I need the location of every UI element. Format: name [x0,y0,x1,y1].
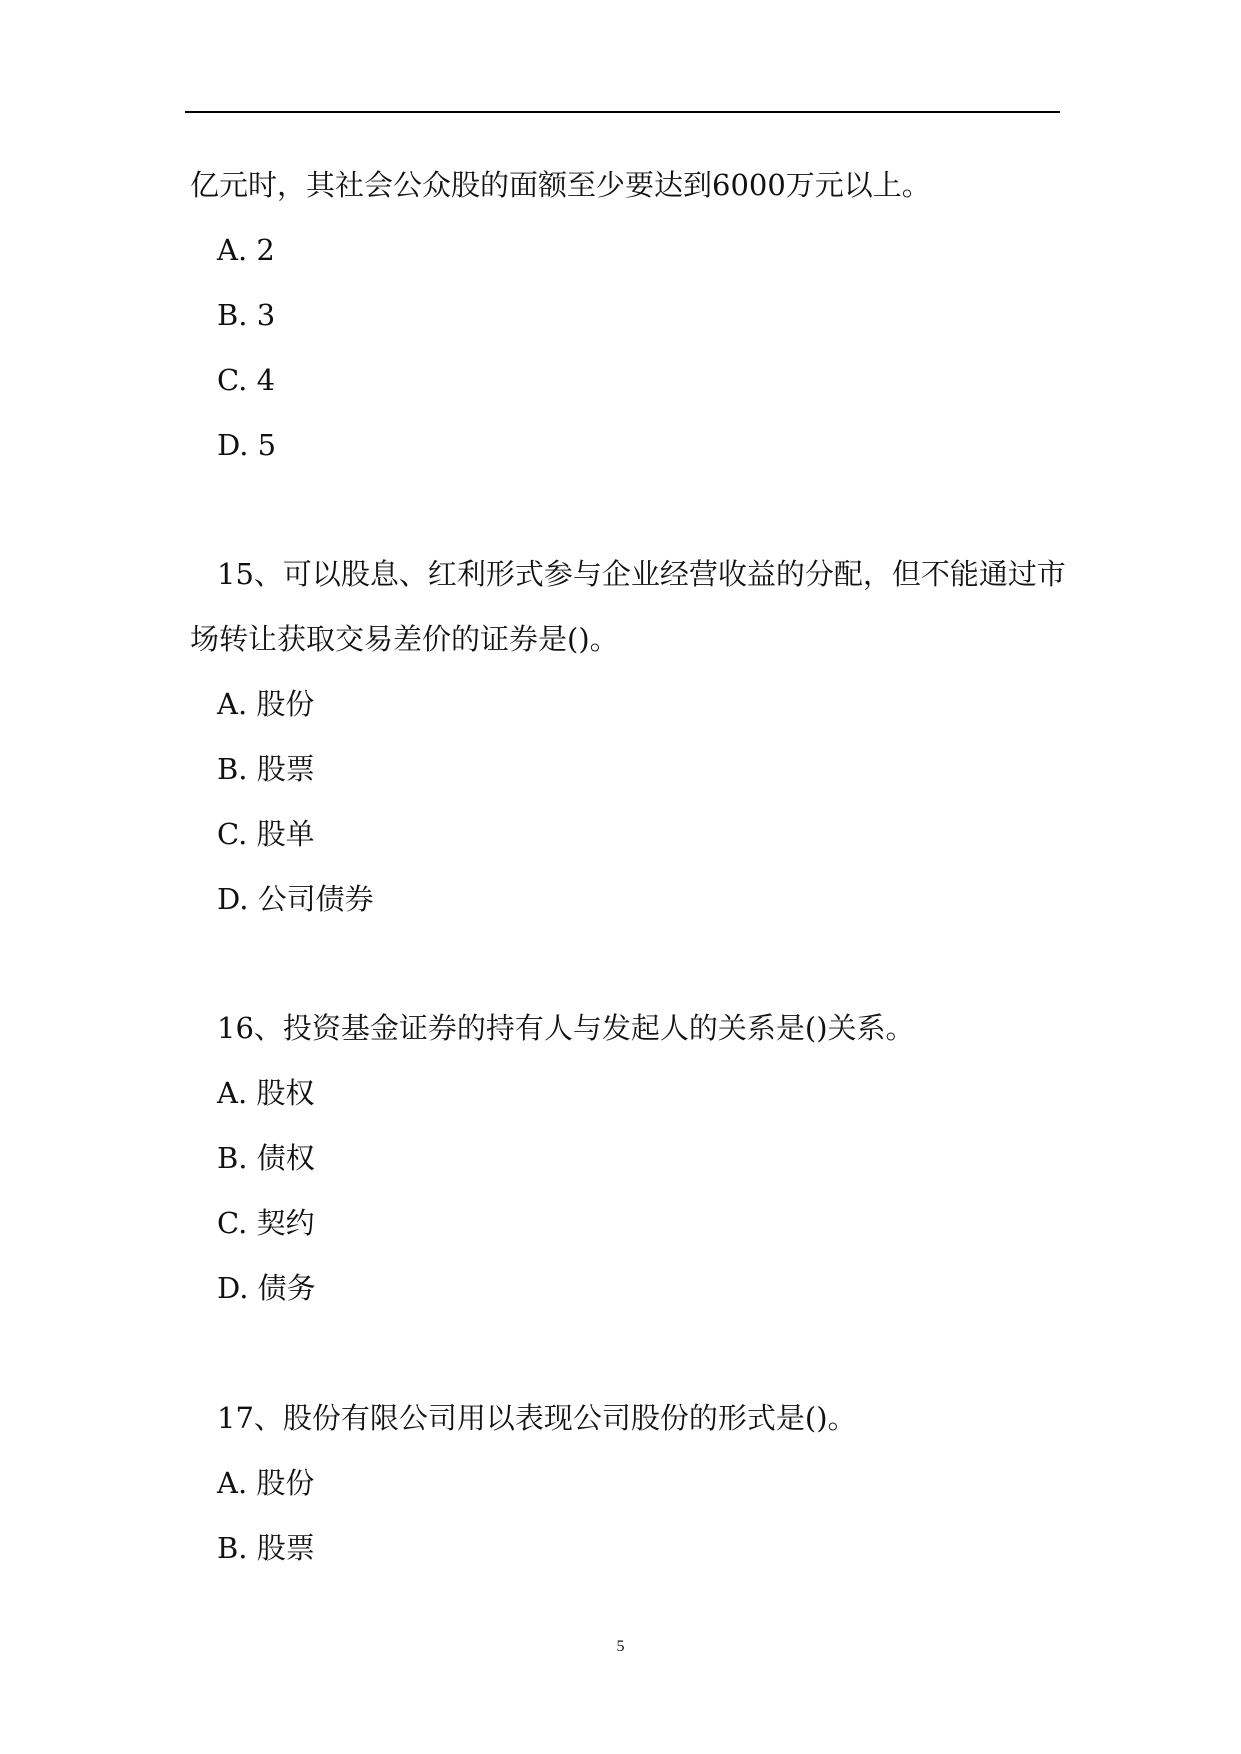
question-15-stem-line-2: 场转让获取交易差价的证券是()。 [190,622,619,656]
question-16-stem: 16、投资基金证券的持有人与发起人的关系是()关系。 [217,1011,915,1045]
question-16-option-d: D. 债务 [217,1271,316,1305]
question-15-stem-line-1: 15、可以股息、红利形式参与企业经营收益的分配，但不能通过市 [217,557,1066,591]
question-14-option-c: C. 4 [217,363,276,397]
question-15-option-c: C. 股单 [217,817,315,851]
question-14-stem-continuation: 亿元时，其社会公众股的面额至少要达到6000万元以上。 [190,168,931,202]
question-16-option-a: A. 股权 [217,1076,315,1110]
question-15-option-a: A. 股份 [217,687,315,721]
question-15-option-d: D. 公司债券 [217,882,374,916]
header-rule [185,111,1060,113]
question-17-stem: 17、股份有限公司用以表现公司股份的形式是()。 [217,1401,857,1435]
page-number: 5 [616,1638,625,1655]
question-17-option-b: B. 股票 [217,1531,315,1565]
question-16-option-c: C. 契约 [217,1206,315,1240]
question-14-option-d: D. 5 [217,428,277,462]
question-14-option-b: B. 3 [217,298,276,332]
question-15-option-b: B. 股票 [217,752,315,786]
question-16-option-b: B. 债权 [217,1141,315,1175]
question-17-option-a: A. 股份 [217,1466,315,1500]
question-14-option-a: A. 2 [217,233,275,267]
